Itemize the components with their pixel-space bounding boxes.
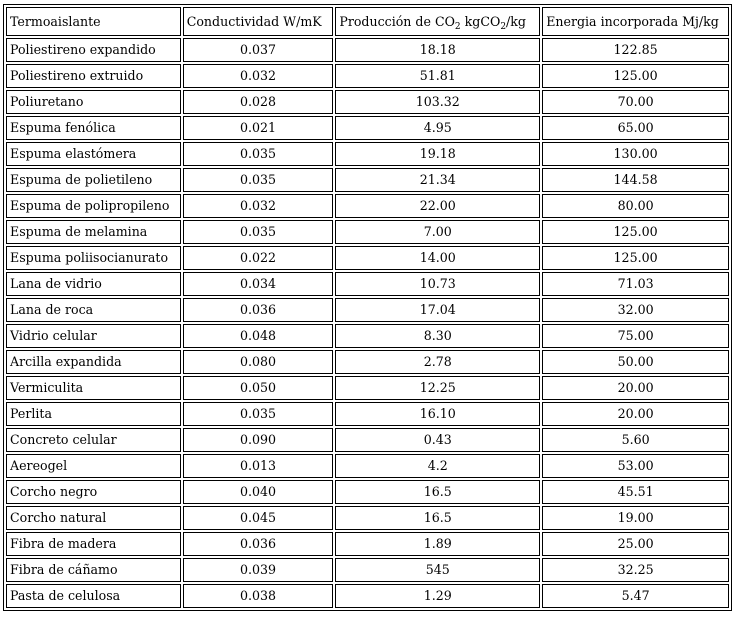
header-co2-mid: kgCO bbox=[460, 14, 501, 29]
cell-material: Perlita bbox=[6, 402, 181, 426]
table-row bbox=[6, 428, 729, 452]
cell-material: Corcho negro bbox=[6, 480, 181, 504]
cell-material: Espuma elastómera bbox=[6, 142, 181, 166]
cell-embodied-energy: 32.00 bbox=[542, 298, 729, 322]
cell-embodied-energy: 125.00 bbox=[542, 220, 729, 244]
cell-conductivity: 0.032 bbox=[183, 64, 334, 88]
cell-embodied-energy: 19.00 bbox=[542, 506, 729, 530]
cell-conductivity: 0.090 bbox=[183, 428, 334, 452]
cell-embodied-energy: 70.00 bbox=[542, 90, 729, 114]
cell-co2-production: 10.73 bbox=[335, 272, 540, 296]
table-row bbox=[6, 532, 729, 556]
header-material: Termoaislante bbox=[6, 7, 181, 36]
cell-conductivity: 0.036 bbox=[183, 298, 334, 322]
table-body bbox=[6, 38, 729, 608]
cell-material: Vidrio celular bbox=[6, 324, 181, 348]
cell-embodied-energy: 50.00 bbox=[542, 350, 729, 374]
cell-co2-production: 0.43 bbox=[335, 428, 540, 452]
insulation-table bbox=[3, 4, 732, 611]
cell-embodied-energy: 20.00 bbox=[542, 376, 729, 400]
cell-conductivity: 0.037 bbox=[183, 38, 334, 62]
cell-embodied-energy: 80.00 bbox=[542, 194, 729, 218]
table-row bbox=[6, 142, 729, 166]
table-row bbox=[6, 298, 729, 322]
cell-co2-production: 14.00 bbox=[335, 246, 540, 270]
cell-co2-production: 4.2 bbox=[335, 454, 540, 478]
cell-material: Espuma fenólica bbox=[6, 116, 181, 140]
cell-embodied-energy: 125.00 bbox=[542, 246, 729, 270]
cell-embodied-energy: 75.00 bbox=[542, 324, 729, 348]
cell-co2-production: 51.81 bbox=[335, 64, 540, 88]
cell-co2-production: 12.25 bbox=[335, 376, 540, 400]
cell-co2-production: 21.34 bbox=[335, 168, 540, 192]
cell-embodied-energy: 5.60 bbox=[542, 428, 729, 452]
cell-conductivity: 0.032 bbox=[183, 194, 334, 218]
cell-embodied-energy: 71.03 bbox=[542, 272, 729, 296]
cell-conductivity: 0.035 bbox=[183, 402, 334, 426]
table-row bbox=[6, 220, 729, 244]
cell-embodied-energy: 122.85 bbox=[542, 38, 729, 62]
table-row bbox=[6, 402, 729, 426]
cell-co2-production: 4.95 bbox=[335, 116, 540, 140]
cell-embodied-energy: 65.00 bbox=[542, 116, 729, 140]
cell-embodied-energy: 5.47 bbox=[542, 584, 729, 608]
header-co2-sub1: 2 bbox=[454, 22, 461, 32]
cell-material: Pasta de celulosa bbox=[6, 584, 181, 608]
header-embodied-energy: Energia incorporada Mj/kg bbox=[542, 7, 729, 36]
cell-co2-production: 16.5 bbox=[335, 480, 540, 504]
cell-co2-production: 7.00 bbox=[335, 220, 540, 244]
cell-co2-production: 16.10 bbox=[335, 402, 540, 426]
cell-embodied-energy: 20.00 bbox=[542, 402, 729, 426]
cell-conductivity: 0.013 bbox=[183, 454, 334, 478]
table-row bbox=[6, 272, 729, 296]
header-co2-suffix: /kg bbox=[506, 14, 526, 29]
header-co2-production bbox=[335, 7, 540, 36]
header-co2-prefix: Producción de CO bbox=[339, 14, 455, 29]
cell-conductivity: 0.045 bbox=[183, 506, 334, 530]
cell-embodied-energy: 45.51 bbox=[542, 480, 729, 504]
cell-material: Concreto celular bbox=[6, 428, 181, 452]
cell-conductivity: 0.035 bbox=[183, 142, 334, 166]
cell-co2-production: 17.04 bbox=[335, 298, 540, 322]
cell-embodied-energy: 130.00 bbox=[542, 142, 729, 166]
table-row bbox=[6, 558, 729, 582]
cell-material: Poliestireno extruido bbox=[6, 64, 181, 88]
table-row bbox=[6, 324, 729, 348]
table-row bbox=[6, 116, 729, 140]
table-row bbox=[6, 168, 729, 192]
header-conductivity: Conductividad W/mK bbox=[183, 7, 334, 36]
cell-conductivity: 0.038 bbox=[183, 584, 334, 608]
table-row bbox=[6, 480, 729, 504]
cell-co2-production: 16.5 bbox=[335, 506, 540, 530]
cell-conductivity: 0.034 bbox=[183, 272, 334, 296]
cell-embodied-energy: 125.00 bbox=[542, 64, 729, 88]
table-row bbox=[6, 376, 729, 400]
cell-material: Corcho natural bbox=[6, 506, 181, 530]
table-row bbox=[6, 246, 729, 270]
cell-material: Fibra de cáñamo bbox=[6, 558, 181, 582]
cell-embodied-energy: 25.00 bbox=[542, 532, 729, 556]
table-row bbox=[6, 38, 729, 62]
table-row bbox=[6, 350, 729, 374]
cell-material: Poliuretano bbox=[6, 90, 181, 114]
cell-co2-production: 1.29 bbox=[335, 584, 540, 608]
cell-material: Lana de vidrio bbox=[6, 272, 181, 296]
table-row bbox=[6, 454, 729, 478]
table-row bbox=[6, 90, 729, 114]
cell-material: Espuma de melamina bbox=[6, 220, 181, 244]
table-row bbox=[6, 584, 729, 608]
table-row bbox=[6, 506, 729, 530]
cell-conductivity: 0.040 bbox=[183, 480, 334, 504]
cell-material: Fibra de madera bbox=[6, 532, 181, 556]
cell-conductivity: 0.022 bbox=[183, 246, 334, 270]
cell-embodied-energy: 144.58 bbox=[542, 168, 729, 192]
table-header-row bbox=[6, 7, 729, 36]
cell-material: Arcilla expandida bbox=[6, 350, 181, 374]
cell-co2-production: 1.89 bbox=[335, 532, 540, 556]
cell-co2-production: 19.18 bbox=[335, 142, 540, 166]
cell-material: Aereogel bbox=[6, 454, 181, 478]
cell-co2-production: 8.30 bbox=[335, 324, 540, 348]
table-row bbox=[6, 64, 729, 88]
cell-co2-production: 103.32 bbox=[335, 90, 540, 114]
header-co2-sub2: 2 bbox=[500, 22, 507, 32]
cell-material: Espuma de polietileno bbox=[6, 168, 181, 192]
cell-conductivity: 0.048 bbox=[183, 324, 334, 348]
cell-conductivity: 0.036 bbox=[183, 532, 334, 556]
cell-embodied-energy: 53.00 bbox=[542, 454, 729, 478]
cell-material: Espuma poliisocianurato bbox=[6, 246, 181, 270]
cell-conductivity: 0.050 bbox=[183, 376, 334, 400]
cell-conductivity: 0.035 bbox=[183, 168, 334, 192]
cell-conductivity: 0.039 bbox=[183, 558, 334, 582]
cell-conductivity: 0.035 bbox=[183, 220, 334, 244]
cell-co2-production: 2.78 bbox=[335, 350, 540, 374]
cell-co2-production: 545 bbox=[335, 558, 540, 582]
cell-material: Espuma de polipropileno bbox=[6, 194, 181, 218]
table-row bbox=[6, 194, 729, 218]
cell-material: Poliestireno expandido bbox=[6, 38, 181, 62]
cell-embodied-energy: 32.25 bbox=[542, 558, 729, 582]
cell-material: Vermiculita bbox=[6, 376, 181, 400]
cell-co2-production: 18.18 bbox=[335, 38, 540, 62]
cell-conductivity: 0.080 bbox=[183, 350, 334, 374]
cell-conductivity: 0.028 bbox=[183, 90, 334, 114]
cell-material: Lana de roca bbox=[6, 298, 181, 322]
cell-conductivity: 0.021 bbox=[183, 116, 334, 140]
cell-co2-production: 22.00 bbox=[335, 194, 540, 218]
